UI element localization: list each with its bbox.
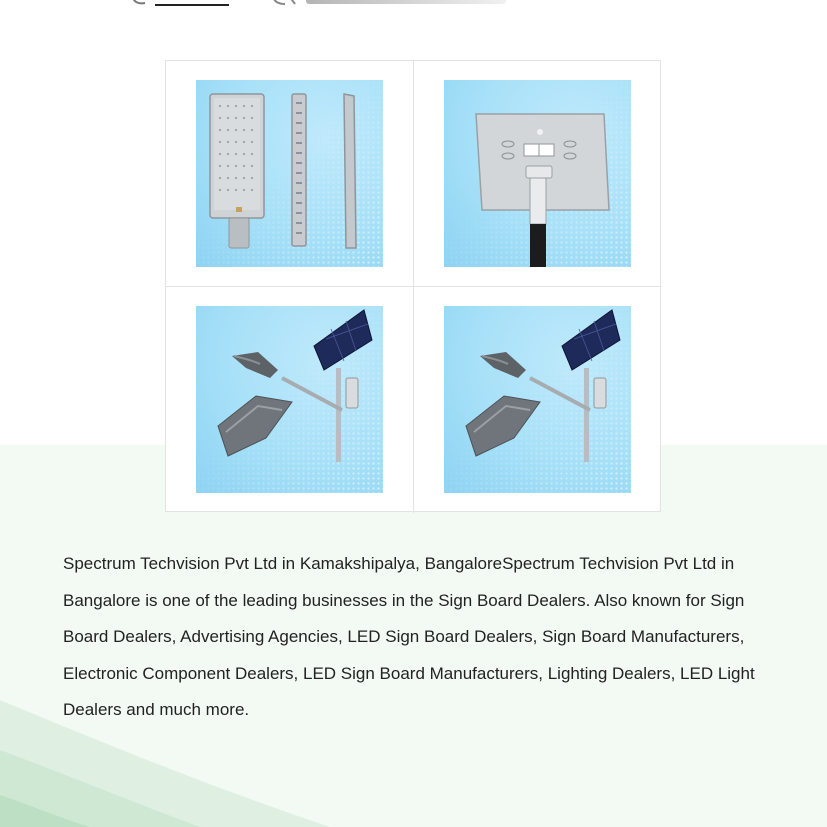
gallery-cell[interactable]	[414, 61, 662, 287]
solar-street-light-pole-image[interactable]	[444, 306, 631, 493]
product-image-gallery	[165, 60, 661, 512]
led-street-light-panels-image[interactable]	[196, 80, 383, 267]
cropped-icon	[131, 0, 147, 5]
active-tab-underline	[155, 4, 229, 6]
cropped-header-text	[306, 0, 506, 4]
solar-panel-light-on-pole-icon	[444, 80, 631, 267]
cropped-icon	[271, 0, 301, 6]
solar-panel-light-on-pole-image[interactable]	[444, 80, 631, 267]
gallery-cell[interactable]	[166, 287, 414, 513]
led-street-light-panels-icon	[196, 80, 383, 267]
gallery-cell[interactable]	[414, 287, 662, 513]
business-description: Spectrum Techvision Pvt Ltd in Kamakshipalya, BangaloreSpectrum Techvision Pvt Ltd in Bangalore is one of the leading businesses in the Sign Board Dealers. Also known for Sign Board Dealers, Advertising Agencies, LED Sign Board Dealers, Sign Board Manufacturers, Electronic Component Dealers, LED Sign Board Manufacturers, Lighting Dealers, LED Light Dealers and much more.	[63, 554, 755, 719]
solar-street-light-pole-icon	[196, 306, 383, 493]
gallery-cell[interactable]	[166, 61, 414, 287]
solar-street-light-pole-icon	[444, 306, 631, 493]
solar-street-light-pole-image[interactable]	[196, 306, 383, 493]
cropped-header-strip	[0, 0, 827, 8]
